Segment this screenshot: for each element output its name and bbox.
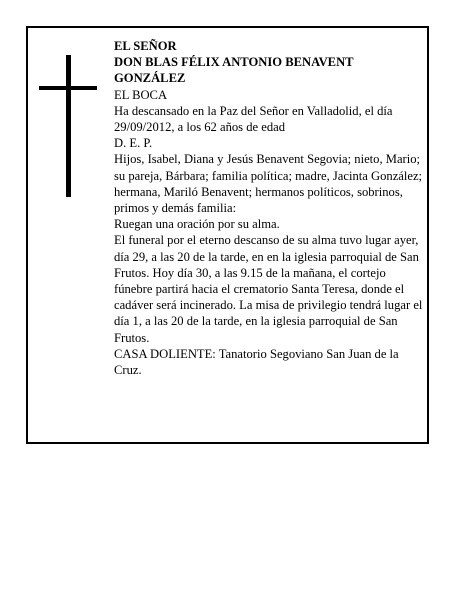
cross-horizontal-bar bbox=[39, 86, 97, 90]
family-list: Hijos, Isabel, Diana y Jesús Benavent Segovia; nieto, Mario; su pareja, Bárbara; familia política; madre, Jacinta González; hermana, Mariló Benavent; hermanos políticos, sobrinos, primos y demás familia: bbox=[114, 152, 423, 216]
funeral-details: El funeral por el eterno descanso de su alma tuvo lugar ayer, día 29, a las 20 de la tarde, en en la iglesia parroquial de San Frutos. Hoy día 30, a las 9.15 de la mañana, el cortejo fúnebre partirá hacia el crematorio Santa Teresa, donde el cadáver será incinerado. La misa de privilegio tendrá lugar el día 1, a las 20 de la tarde, en la iglesia parroquial de San Frutos. bbox=[114, 233, 423, 345]
death-notice: Ha descansado en la Paz del Señor en Valladolid, el día 29/09/2012, a los 62 años de edad bbox=[114, 103, 393, 135]
prayer-request: Ruegan una oración por su alma. bbox=[114, 217, 280, 232]
cross-vertical-bar bbox=[66, 55, 71, 197]
nickname: EL BOCA bbox=[114, 87, 168, 102]
dep-abbreviation: D. E. P. bbox=[114, 136, 153, 151]
obituary-text bbox=[114, 38, 424, 378]
deceased-name: DON BLAS FÉLIX ANTONIO BENAVENT GONZÁLEZ bbox=[114, 55, 354, 86]
casa-doliente: CASA DOLIENTE: Tanatorio Segoviano San Juan de la Cruz. bbox=[114, 346, 399, 378]
title-line-1: EL SEÑOR bbox=[114, 39, 177, 53]
